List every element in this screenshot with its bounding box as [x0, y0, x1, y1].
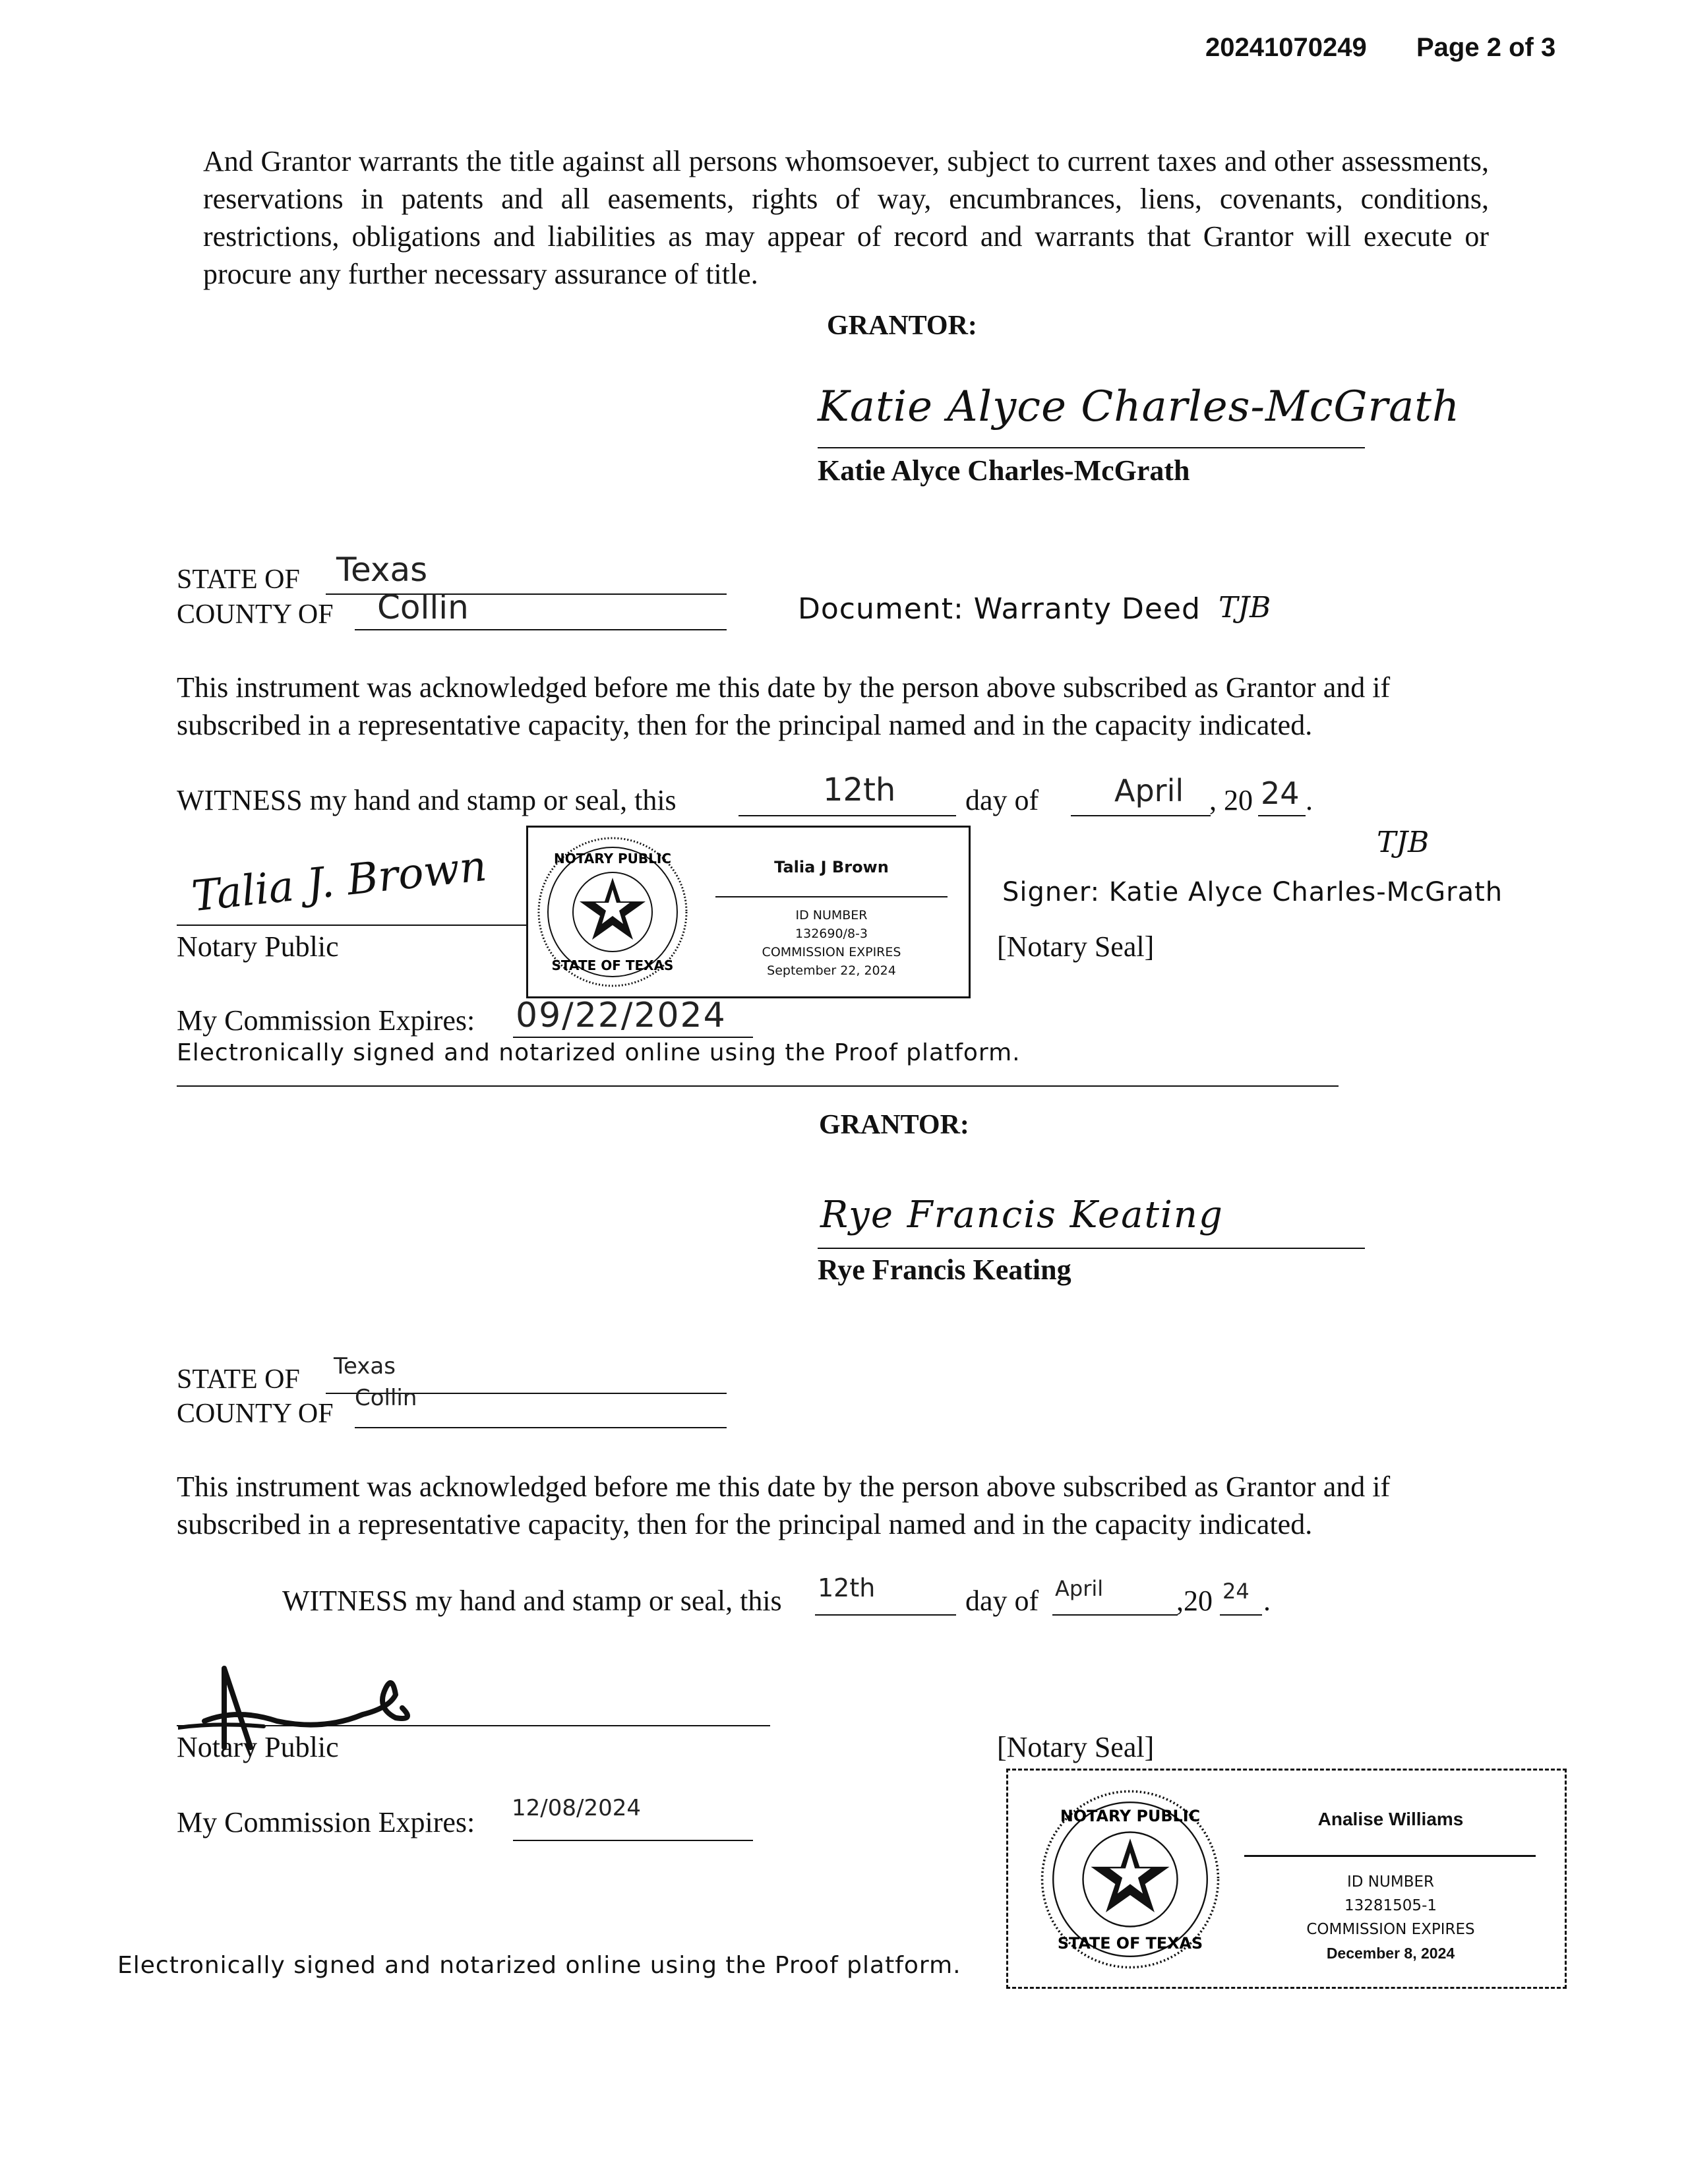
grantor-label: GRANTOR:	[819, 1110, 969, 1140]
notary-stamp	[1006, 1769, 1567, 1989]
grantor-signature: Katie Alyce Charles-McGrath	[818, 382, 1461, 431]
stamp-id-number: 132690/8-3	[795, 926, 868, 941]
ack-paragraph: This instrument was acknowledged before me this date by the person above subscribed as Grantor and if subscribed in a representative capacity, then for the principal named and in the capacity indicated.	[177, 1471, 1391, 1540]
year-line	[1220, 1614, 1262, 1616]
witness-text: WITNESS my hand and stamp or seal, this	[282, 1585, 782, 1617]
day-of-text: day of	[965, 784, 1039, 816]
county-value: Collin	[355, 1385, 417, 1411]
day-line	[815, 1614, 956, 1616]
witness-day: 12th	[818, 1573, 876, 1602]
year-prefix: ,20	[1176, 1585, 1213, 1617]
month-line	[1052, 1614, 1178, 1616]
year-prefix: , 20	[1209, 784, 1253, 816]
notary-signature: Talia J. Brown	[189, 841, 489, 922]
month-line	[1071, 815, 1211, 816]
county-label: COUNTY OF	[177, 1399, 334, 1429]
stamp-id-label: ID NUMBER	[1347, 1873, 1434, 1891]
stamp-expires-label: COMMISSION EXPIRES	[1306, 1921, 1475, 1938]
period: .	[1306, 784, 1313, 816]
signature-line	[818, 1248, 1365, 1249]
grantor-signature: Rye Francis Keating	[820, 1194, 1224, 1236]
witness-month: April	[1055, 1576, 1104, 1601]
notary-seal-label: [Notary Seal]	[997, 1731, 1155, 1763]
year-line	[1258, 815, 1306, 816]
witness-text: WITNESS my hand and stamp or seal, this	[177, 784, 677, 816]
witness-day: 12th	[823, 772, 896, 808]
signature-line	[818, 447, 1365, 448]
proof-note: Electronically signed and notarized online using the Proof platform.	[177, 1039, 1021, 1066]
commission-date: 09/22/2024	[516, 996, 727, 1035]
stamp-expires-date: September 22, 2024	[767, 963, 896, 978]
state-label: STATE OF	[177, 1364, 300, 1395]
signer-note: Signer: Katie Alyce Charles-McGrath	[1002, 877, 1503, 907]
initials-mark: TJB	[1219, 591, 1271, 624]
county-line	[355, 629, 727, 630]
document-note: Document: Warranty Deed	[798, 592, 1201, 626]
notary-signature-line	[177, 1725, 770, 1726]
commission-label: My Commission Expires:	[177, 1004, 475, 1037]
grantor-printed-name: Katie Alyce Charles-McGrath	[818, 454, 1190, 487]
notary-public-label: Notary Public	[177, 930, 339, 963]
notary-seal-label: [Notary Seal]	[997, 930, 1155, 963]
stamp-id-number: 13281505-1	[1344, 1897, 1437, 1914]
proof-note: Electronically signed and notarized online using the Proof platform.	[117, 1952, 961, 1979]
section-divider	[177, 1085, 1339, 1087]
ack-paragraph: This instrument was acknowledged before me this date by the person above subscribed as Grantor and if subscribed in a representative capacity, then for the principal named and in the capacity indicated.	[177, 671, 1391, 741]
witness-year: 24	[1261, 775, 1300, 811]
svg-text:STATE OF TEXAS: STATE OF TEXAS	[1057, 1933, 1203, 1953]
signer-initials: TJB	[1377, 826, 1430, 859]
svg-text:NOTARY PUBLIC: NOTARY PUBLIC	[1060, 1806, 1201, 1825]
notary-stamp	[526, 826, 971, 998]
svg-text:NOTARY PUBLIC: NOTARY PUBLIC	[553, 851, 672, 866]
stamp-notary-name: Talia J Brown	[774, 858, 889, 876]
state-value: Texas	[336, 551, 428, 589]
commission-date: 12/08/2024	[512, 1795, 641, 1821]
svg-text:STATE OF TEXAS: STATE OF TEXAS	[551, 957, 674, 973]
commission-line	[513, 1840, 753, 1841]
page-number: Page 2 of 3	[1416, 33, 1556, 62]
stamp-expires-label: COMMISSION EXPIRES	[762, 945, 901, 959]
recording-number: 20241070249	[1205, 33, 1367, 62]
state-value: Texas	[334, 1353, 396, 1380]
day-line	[738, 815, 956, 816]
warranty-paragraph: And Grantor warrants the title against all persons whomsoever, subject to current taxes and other assessments, reservations in patents and all easements, rights of way, encumbrances, liens, covenants, conditions, restrictions, obligations and liabilities as may appear of record and warrants that Grantor will execute or procure any further necessary assurance of title.	[203, 145, 1489, 290]
notary-seal-emblem	[1036, 1785, 1224, 1974]
state-label: STATE OF	[177, 564, 300, 595]
witness-month: April	[1114, 773, 1184, 808]
grantor-label: GRANTOR:	[827, 311, 977, 341]
witness-year: 24	[1222, 1579, 1250, 1604]
stamp-id-label: ID NUMBER	[795, 908, 868, 923]
grantor-printed-name: Rye Francis Keating	[818, 1254, 1071, 1286]
commission-line	[513, 1037, 753, 1038]
county-line	[355, 1427, 727, 1428]
notary-public-label: Notary Public	[177, 1731, 339, 1763]
county-value: Collin	[377, 588, 469, 626]
period: .	[1263, 1585, 1271, 1617]
notary-seal-emblem	[533, 833, 692, 991]
commission-label: My Commission Expires:	[177, 1806, 475, 1838]
stamp-notary-name: Analise Williams	[1317, 1809, 1464, 1829]
stamp-expires-date: December 8, 2024	[1326, 1945, 1455, 1962]
county-label: COUNTY OF	[177, 599, 334, 630]
day-of-text: day of	[965, 1585, 1039, 1617]
